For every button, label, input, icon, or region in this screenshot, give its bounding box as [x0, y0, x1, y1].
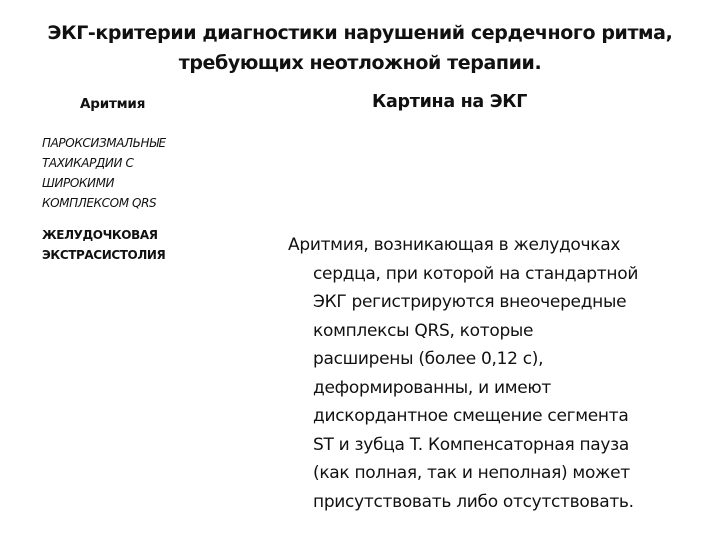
- arrhythmia-item-line: ПАРОКСИЗМАЛЬНЫЕ: [42, 136, 166, 150]
- arrhythmia-item-line: ШИРОКИМИ: [42, 176, 115, 190]
- ecg-description: [288, 231, 698, 516]
- arrhythmia-item-ventricular-extrasystole: [42, 225, 270, 265]
- slide-title: [20, 18, 700, 78]
- ecg-picture-column-header: Картина на ЭКГ: [372, 92, 528, 112]
- ecg-description-line: расширены (более 0,12 с),: [313, 349, 544, 369]
- ecg-description-line: (как полная, так и неполная) может: [313, 463, 630, 483]
- arrhythmia-column-header: Аритмия: [80, 96, 146, 112]
- ecg-description-line: ST и зубца T. Компенсаторная пауза: [313, 434, 630, 455]
- ecg-description-line: деформированны, и имеют: [313, 377, 551, 398]
- ecg-description-line: Аритмия, возникающая в желудочках: [288, 235, 621, 255]
- slide-title-line: ЭКГ-критерии диагностики нарушений сердечного ритма,: [47, 22, 673, 44]
- ecg-description-line: дискордантное смещение сегмента: [313, 406, 629, 426]
- ecg-description-line: присутствовать либо отсутствовать.: [313, 491, 634, 512]
- arrhythmia-item-line: ЭКСТРАСИСТОЛИЯ: [42, 248, 166, 262]
- arrhythmia-item-line: ТАХИКАРДИИ С: [42, 156, 134, 170]
- arrhythmia-item-line: КОМПЛЕКСОМ QRS: [42, 196, 157, 210]
- ecg-description-line: ЭКГ регистрируются внеочередные: [313, 292, 627, 312]
- ecg-description-line: сердца, при которой на стандартной: [313, 263, 639, 284]
- arrhythmia-item-line: ЖЕЛУДОЧКОВАЯ: [42, 228, 158, 242]
- slide-title-line: требующих неотложной терапии.: [178, 52, 542, 74]
- ecg-description-line: комплексы QRS, которые: [313, 320, 534, 341]
- arrhythmia-item-paroxysmal-tachycardia: [42, 133, 270, 213]
